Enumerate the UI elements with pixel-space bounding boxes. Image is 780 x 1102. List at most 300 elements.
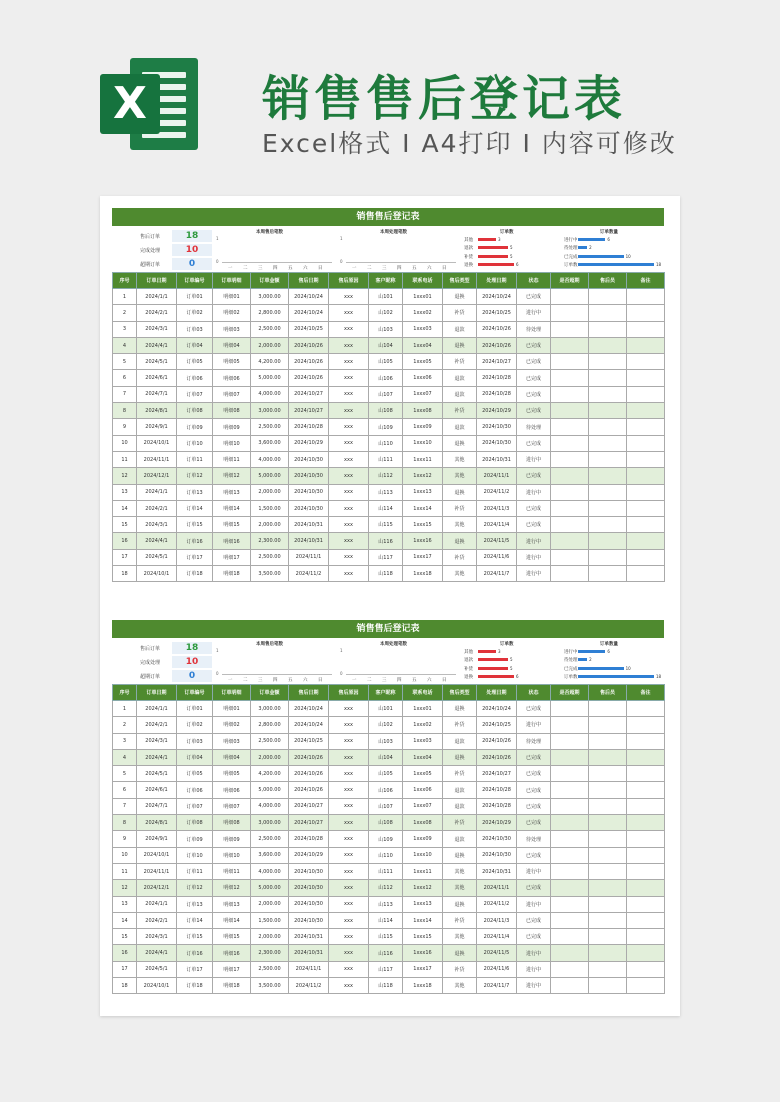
table-cell[interactable]: 已完成 bbox=[517, 798, 551, 814]
table-cell[interactable]: 1xxx04 bbox=[403, 749, 443, 765]
table-cell[interactable]: 2024/10/24 bbox=[289, 701, 329, 717]
table-cell[interactable]: 2024/10/27 bbox=[289, 815, 329, 831]
table-cell[interactable] bbox=[589, 468, 627, 484]
table-cell[interactable]: 8 bbox=[113, 403, 137, 419]
table-cell[interactable] bbox=[551, 289, 589, 305]
table-cell[interactable] bbox=[627, 929, 665, 945]
table-cell[interactable]: 明细02 bbox=[213, 717, 251, 733]
table-cell[interactable]: 2024/10/25 bbox=[289, 321, 329, 337]
table-cell[interactable]: 16 bbox=[113, 945, 137, 961]
table-cell[interactable]: 订单02 bbox=[177, 305, 213, 321]
table-cell[interactable]: xxx bbox=[329, 289, 369, 305]
table-cell[interactable]: xxx bbox=[329, 896, 369, 912]
table-cell[interactable]: 订单18 bbox=[177, 566, 213, 582]
table-cell[interactable]: 退款 bbox=[443, 419, 477, 435]
table-cell[interactable]: 2024/10/26 bbox=[289, 782, 329, 798]
table-cell[interactable]: 山107 bbox=[369, 798, 403, 814]
table-cell[interactable]: 订单01 bbox=[177, 289, 213, 305]
table-cell[interactable] bbox=[551, 749, 589, 765]
table-cell[interactable]: 1xxx06 bbox=[403, 782, 443, 798]
table-cell[interactable]: 2024/10/1 bbox=[137, 847, 177, 863]
table-cell[interactable]: 2024/11/4 bbox=[477, 929, 517, 945]
table-cell[interactable]: 明细12 bbox=[213, 880, 251, 896]
table-cell[interactable]: 订单03 bbox=[177, 321, 213, 337]
table-cell[interactable]: xxx bbox=[329, 337, 369, 353]
table-cell[interactable] bbox=[551, 912, 589, 928]
table-cell[interactable]: xxx bbox=[329, 847, 369, 863]
table-cell[interactable]: 2024/10/30 bbox=[289, 863, 329, 879]
table-cell[interactable]: 山113 bbox=[369, 484, 403, 500]
table-cell[interactable]: 已完成 bbox=[517, 912, 551, 928]
table-cell[interactable]: 3,500.00 bbox=[251, 978, 289, 994]
table-cell[interactable]: 已完成 bbox=[517, 701, 551, 717]
table-cell[interactable]: 已完成 bbox=[517, 354, 551, 370]
table-cell[interactable] bbox=[589, 289, 627, 305]
table-cell[interactable]: 山115 bbox=[369, 929, 403, 945]
table-cell[interactable]: 4,000.00 bbox=[251, 798, 289, 814]
table-cell[interactable]: 山104 bbox=[369, 337, 403, 353]
table-cell[interactable]: 山116 bbox=[369, 533, 403, 549]
table-cell[interactable]: 订单12 bbox=[177, 468, 213, 484]
table-cell[interactable]: 山109 bbox=[369, 831, 403, 847]
table-cell[interactable] bbox=[627, 701, 665, 717]
table-cell[interactable]: 明细07 bbox=[213, 386, 251, 402]
table-cell[interactable]: 2024/11/1 bbox=[289, 961, 329, 977]
table-cell[interactable]: 4 bbox=[113, 749, 137, 765]
table-cell[interactable]: xxx bbox=[329, 500, 369, 516]
table-cell[interactable] bbox=[551, 337, 589, 353]
table-cell[interactable] bbox=[551, 945, 589, 961]
table-cell[interactable]: 2024/10/27 bbox=[289, 403, 329, 419]
table-cell[interactable]: 山114 bbox=[369, 500, 403, 516]
table-cell[interactable]: 已完成 bbox=[517, 766, 551, 782]
table-cell[interactable]: xxx bbox=[329, 305, 369, 321]
table-cell[interactable]: 退款 bbox=[443, 798, 477, 814]
table-cell[interactable]: 明细18 bbox=[213, 978, 251, 994]
table-cell[interactable]: 2,800.00 bbox=[251, 717, 289, 733]
table-cell[interactable]: 2024/1/1 bbox=[137, 484, 177, 500]
table-cell[interactable]: 明细13 bbox=[213, 896, 251, 912]
table-cell[interactable] bbox=[551, 468, 589, 484]
table-cell[interactable]: 2,000.00 bbox=[251, 484, 289, 500]
table-cell[interactable] bbox=[627, 484, 665, 500]
table-cell[interactable]: 2024/10/28 bbox=[477, 370, 517, 386]
table-cell[interactable]: 2024/11/1 bbox=[477, 468, 517, 484]
table-cell[interactable]: 18 bbox=[113, 566, 137, 582]
table-cell[interactable]: 待处理 bbox=[517, 831, 551, 847]
table-cell[interactable]: 2024/10/28 bbox=[477, 386, 517, 402]
table-cell[interactable] bbox=[627, 831, 665, 847]
table-cell[interactable]: 山115 bbox=[369, 517, 403, 533]
table-cell[interactable] bbox=[589, 451, 627, 467]
table-cell[interactable]: 订单14 bbox=[177, 912, 213, 928]
table-cell[interactable]: 3 bbox=[113, 321, 137, 337]
table-cell[interactable] bbox=[589, 766, 627, 782]
table-cell[interactable]: 明细01 bbox=[213, 289, 251, 305]
table-cell[interactable]: 2,500.00 bbox=[251, 549, 289, 565]
table-cell[interactable]: xxx bbox=[329, 435, 369, 451]
table-cell[interactable]: xxx bbox=[329, 354, 369, 370]
table-cell[interactable] bbox=[627, 533, 665, 549]
table-cell[interactable]: 2024/10/30 bbox=[289, 500, 329, 516]
table-cell[interactable]: 5,000.00 bbox=[251, 880, 289, 896]
table-cell[interactable]: 明细11 bbox=[213, 863, 251, 879]
table-cell[interactable]: 2024/10/26 bbox=[477, 749, 517, 765]
table-cell[interactable]: 2024/11/2 bbox=[289, 566, 329, 582]
table-cell[interactable]: 待处理 bbox=[517, 321, 551, 337]
table-cell[interactable]: xxx bbox=[329, 403, 369, 419]
table-cell[interactable]: 2024/10/26 bbox=[477, 733, 517, 749]
table-cell[interactable]: 2024/10/26 bbox=[289, 370, 329, 386]
table-cell[interactable] bbox=[627, 289, 665, 305]
table-cell[interactable]: 3,000.00 bbox=[251, 403, 289, 419]
table-cell[interactable]: 10 bbox=[113, 435, 137, 451]
table-cell[interactable] bbox=[627, 945, 665, 961]
table-cell[interactable] bbox=[551, 782, 589, 798]
table-cell[interactable] bbox=[627, 566, 665, 582]
table-cell[interactable] bbox=[551, 766, 589, 782]
table-cell[interactable]: 山108 bbox=[369, 815, 403, 831]
table-cell[interactable]: 1xxx05 bbox=[403, 766, 443, 782]
table-cell[interactable]: 14 bbox=[113, 912, 137, 928]
table-cell[interactable] bbox=[627, 961, 665, 977]
table-cell[interactable]: 2024/10/30 bbox=[477, 831, 517, 847]
table-cell[interactable] bbox=[551, 321, 589, 337]
table-cell[interactable] bbox=[627, 403, 665, 419]
table-cell[interactable] bbox=[551, 386, 589, 402]
table-cell[interactable]: 已完成 bbox=[517, 468, 551, 484]
table-cell[interactable]: 1xxx16 bbox=[403, 945, 443, 961]
table-cell[interactable]: 订单05 bbox=[177, 354, 213, 370]
table-cell[interactable]: 进行中 bbox=[517, 978, 551, 994]
table-cell[interactable]: xxx bbox=[329, 766, 369, 782]
table-cell[interactable]: 5,000.00 bbox=[251, 782, 289, 798]
table-cell[interactable]: 1xxx03 bbox=[403, 733, 443, 749]
table-cell[interactable]: 山103 bbox=[369, 321, 403, 337]
table-cell[interactable]: 退换 bbox=[443, 847, 477, 863]
table-cell[interactable]: 明细16 bbox=[213, 533, 251, 549]
table-cell[interactable]: 2024/4/1 bbox=[137, 337, 177, 353]
table-cell[interactable]: 2024/9/1 bbox=[137, 419, 177, 435]
table-cell[interactable]: 补货 bbox=[443, 549, 477, 565]
table-cell[interactable]: 1xxx02 bbox=[403, 305, 443, 321]
table-cell[interactable] bbox=[551, 419, 589, 435]
table-cell[interactable]: 2 bbox=[113, 717, 137, 733]
table-cell[interactable]: 2024/9/1 bbox=[137, 831, 177, 847]
table-cell[interactable]: 订单08 bbox=[177, 403, 213, 419]
table-cell[interactable]: 6 bbox=[113, 782, 137, 798]
table-cell[interactable]: 补货 bbox=[443, 961, 477, 977]
table-cell[interactable]: xxx bbox=[329, 370, 369, 386]
table-cell[interactable] bbox=[551, 815, 589, 831]
table-cell[interactable]: 2,800.00 bbox=[251, 305, 289, 321]
table-cell[interactable] bbox=[627, 321, 665, 337]
table-cell[interactable] bbox=[551, 484, 589, 500]
table-cell[interactable]: 明细10 bbox=[213, 435, 251, 451]
table-cell[interactable]: 已完成 bbox=[517, 749, 551, 765]
table-cell[interactable] bbox=[589, 831, 627, 847]
table-cell[interactable]: 2024/11/7 bbox=[477, 566, 517, 582]
table-cell[interactable]: 2024/10/30 bbox=[289, 451, 329, 467]
table-cell[interactable]: 明细11 bbox=[213, 451, 251, 467]
table-cell[interactable] bbox=[627, 337, 665, 353]
table-cell[interactable]: 订单14 bbox=[177, 500, 213, 516]
table-cell[interactable]: 补货 bbox=[443, 500, 477, 516]
table-cell[interactable]: 2,500.00 bbox=[251, 419, 289, 435]
table-cell[interactable]: 1xxx01 bbox=[403, 289, 443, 305]
table-cell[interactable]: 2024/10/28 bbox=[477, 782, 517, 798]
table-cell[interactable]: 进行中 bbox=[517, 961, 551, 977]
table-cell[interactable]: 明细17 bbox=[213, 549, 251, 565]
table-cell[interactable]: 2024/10/1 bbox=[137, 435, 177, 451]
table-cell[interactable]: 2024/8/1 bbox=[137, 815, 177, 831]
table-cell[interactable]: 明细13 bbox=[213, 484, 251, 500]
table-cell[interactable]: 3,000.00 bbox=[251, 289, 289, 305]
table-cell[interactable] bbox=[551, 880, 589, 896]
table-cell[interactable]: 明细14 bbox=[213, 500, 251, 516]
table-cell[interactable] bbox=[627, 717, 665, 733]
table-cell[interactable]: 4,200.00 bbox=[251, 354, 289, 370]
table-cell[interactable] bbox=[589, 701, 627, 717]
table-cell[interactable]: 2024/11/2 bbox=[477, 484, 517, 500]
table-cell[interactable]: xxx bbox=[329, 733, 369, 749]
table-cell[interactable] bbox=[589, 847, 627, 863]
table-cell[interactable]: 山117 bbox=[369, 961, 403, 977]
table-cell[interactable]: 订单13 bbox=[177, 484, 213, 500]
table-cell[interactable]: 山105 bbox=[369, 354, 403, 370]
table-cell[interactable]: 订单07 bbox=[177, 386, 213, 402]
table-cell[interactable]: 退换 bbox=[443, 337, 477, 353]
table-cell[interactable]: 其他 bbox=[443, 880, 477, 896]
table-cell[interactable]: 4,000.00 bbox=[251, 386, 289, 402]
table-cell[interactable]: 订单08 bbox=[177, 815, 213, 831]
table-cell[interactable]: 1xxx10 bbox=[403, 435, 443, 451]
table-cell[interactable] bbox=[551, 831, 589, 847]
table-cell[interactable]: 退换 bbox=[443, 289, 477, 305]
table-cell[interactable]: 补货 bbox=[443, 815, 477, 831]
table-cell[interactable]: xxx bbox=[329, 863, 369, 879]
table-cell[interactable]: 山112 bbox=[369, 880, 403, 896]
table-cell[interactable]: 明细16 bbox=[213, 945, 251, 961]
table-cell[interactable]: 3,000.00 bbox=[251, 815, 289, 831]
table-cell[interactable] bbox=[627, 798, 665, 814]
table-cell[interactable]: 1xxx09 bbox=[403, 831, 443, 847]
table-cell[interactable]: 明细08 bbox=[213, 403, 251, 419]
table-cell[interactable]: 订单16 bbox=[177, 945, 213, 961]
table-cell[interactable]: xxx bbox=[329, 831, 369, 847]
table-cell[interactable]: 1xxx11 bbox=[403, 451, 443, 467]
table-cell[interactable]: 2024/10/31 bbox=[289, 517, 329, 533]
table-cell[interactable]: 2024/11/1 bbox=[289, 549, 329, 565]
table-cell[interactable]: 1xxx18 bbox=[403, 978, 443, 994]
table-cell[interactable] bbox=[589, 500, 627, 516]
table-cell[interactable]: 退换 bbox=[443, 533, 477, 549]
table-cell[interactable]: 2024/10/30 bbox=[289, 484, 329, 500]
table-cell[interactable]: 已完成 bbox=[517, 782, 551, 798]
table-cell[interactable]: 2024/10/31 bbox=[477, 451, 517, 467]
table-cell[interactable]: 明细01 bbox=[213, 701, 251, 717]
table-cell[interactable] bbox=[589, 945, 627, 961]
table-cell[interactable]: 已完成 bbox=[517, 289, 551, 305]
table-cell[interactable]: 山113 bbox=[369, 896, 403, 912]
table-cell[interactable]: 2024/11/6 bbox=[477, 961, 517, 977]
table-cell[interactable]: 订单11 bbox=[177, 863, 213, 879]
table-cell[interactable]: 山110 bbox=[369, 847, 403, 863]
table-cell[interactable]: xxx bbox=[329, 533, 369, 549]
table-cell[interactable]: 2,300.00 bbox=[251, 533, 289, 549]
table-cell[interactable]: 进行中 bbox=[517, 451, 551, 467]
table-cell[interactable]: 2024/7/1 bbox=[137, 386, 177, 402]
table-cell[interactable]: 1xxx09 bbox=[403, 419, 443, 435]
table-cell[interactable]: 进行中 bbox=[517, 549, 551, 565]
table-cell[interactable]: 1 bbox=[113, 289, 137, 305]
table-cell[interactable]: 订单04 bbox=[177, 749, 213, 765]
table-cell[interactable]: 已完成 bbox=[517, 337, 551, 353]
table-cell[interactable]: 退换 bbox=[443, 701, 477, 717]
table-cell[interactable]: 退换 bbox=[443, 896, 477, 912]
table-cell[interactable] bbox=[551, 701, 589, 717]
table-cell[interactable]: 2,000.00 bbox=[251, 517, 289, 533]
table-cell[interactable]: 5,000.00 bbox=[251, 370, 289, 386]
table-cell[interactable]: 2,500.00 bbox=[251, 733, 289, 749]
table-cell[interactable]: 明细09 bbox=[213, 831, 251, 847]
table-cell[interactable]: 5 bbox=[113, 766, 137, 782]
table-cell[interactable]: 2,500.00 bbox=[251, 961, 289, 977]
table-cell[interactable]: 已完成 bbox=[517, 517, 551, 533]
table-cell[interactable]: 2024/10/25 bbox=[477, 717, 517, 733]
table-cell[interactable]: 8 bbox=[113, 815, 137, 831]
table-cell[interactable]: 订单12 bbox=[177, 880, 213, 896]
table-cell[interactable]: 山111 bbox=[369, 451, 403, 467]
table-cell[interactable]: 补货 bbox=[443, 717, 477, 733]
table-cell[interactable]: xxx bbox=[329, 749, 369, 765]
table-cell[interactable] bbox=[589, 370, 627, 386]
table-cell[interactable]: 订单01 bbox=[177, 701, 213, 717]
table-cell[interactable]: 2024/10/29 bbox=[477, 815, 517, 831]
table-cell[interactable] bbox=[551, 370, 589, 386]
table-cell[interactable]: 2,500.00 bbox=[251, 831, 289, 847]
table-cell[interactable]: 订单11 bbox=[177, 451, 213, 467]
table-cell[interactable]: 订单05 bbox=[177, 766, 213, 782]
table-cell[interactable] bbox=[589, 782, 627, 798]
table-cell[interactable] bbox=[627, 766, 665, 782]
table-cell[interactable]: 订单10 bbox=[177, 435, 213, 451]
table-cell[interactable]: 2024/11/4 bbox=[477, 517, 517, 533]
table-cell[interactable]: 2024/10/28 bbox=[289, 419, 329, 435]
table-cell[interactable] bbox=[627, 305, 665, 321]
table-cell[interactable]: 2024/10/29 bbox=[477, 403, 517, 419]
table-cell[interactable] bbox=[627, 419, 665, 435]
table-cell[interactable]: 16 bbox=[113, 533, 137, 549]
table-cell[interactable] bbox=[551, 798, 589, 814]
table-cell[interactable]: 9 bbox=[113, 419, 137, 435]
table-cell[interactable]: 2024/10/29 bbox=[289, 847, 329, 863]
table-cell[interactable]: 订单15 bbox=[177, 929, 213, 945]
table-cell[interactable] bbox=[589, 419, 627, 435]
table-cell[interactable]: 1xxx16 bbox=[403, 533, 443, 549]
table-cell[interactable] bbox=[627, 912, 665, 928]
table-cell[interactable]: 其他 bbox=[443, 929, 477, 945]
table-cell[interactable]: 1 bbox=[113, 701, 137, 717]
table-cell[interactable]: 2024/10/30 bbox=[289, 468, 329, 484]
table-cell[interactable]: 18 bbox=[113, 978, 137, 994]
table-cell[interactable] bbox=[627, 517, 665, 533]
table-cell[interactable]: xxx bbox=[329, 961, 369, 977]
table-cell[interactable] bbox=[627, 733, 665, 749]
table-cell[interactable]: 明细17 bbox=[213, 961, 251, 977]
table-cell[interactable]: 1xxx03 bbox=[403, 321, 443, 337]
table-cell[interactable]: 2024/1/1 bbox=[137, 701, 177, 717]
table-cell[interactable]: 其他 bbox=[443, 863, 477, 879]
table-cell[interactable]: 1xxx06 bbox=[403, 370, 443, 386]
table-cell[interactable]: 1xxx13 bbox=[403, 484, 443, 500]
table-cell[interactable]: 2024/10/26 bbox=[477, 321, 517, 337]
table-cell[interactable]: 2024/2/1 bbox=[137, 305, 177, 321]
table-cell[interactable]: 退款 bbox=[443, 370, 477, 386]
table-cell[interactable]: xxx bbox=[329, 468, 369, 484]
table-cell[interactable]: 山106 bbox=[369, 370, 403, 386]
table-cell[interactable]: xxx bbox=[329, 717, 369, 733]
table-cell[interactable] bbox=[551, 435, 589, 451]
table-cell[interactable]: 13 bbox=[113, 484, 137, 500]
table-cell[interactable]: 2024/4/1 bbox=[137, 749, 177, 765]
table-cell[interactable]: 2024/5/1 bbox=[137, 549, 177, 565]
table-cell[interactable]: 1,500.00 bbox=[251, 500, 289, 516]
table-cell[interactable] bbox=[589, 912, 627, 928]
table-cell[interactable] bbox=[627, 749, 665, 765]
table-cell[interactable] bbox=[627, 815, 665, 831]
table-cell[interactable]: xxx bbox=[329, 517, 369, 533]
table-cell[interactable]: 退款 bbox=[443, 386, 477, 402]
table-cell[interactable]: 明细02 bbox=[213, 305, 251, 321]
table-cell[interactable]: 山106 bbox=[369, 782, 403, 798]
table-cell[interactable]: 2024/11/5 bbox=[477, 533, 517, 549]
table-cell[interactable] bbox=[627, 978, 665, 994]
table-cell[interactable]: 山116 bbox=[369, 945, 403, 961]
table-cell[interactable]: 其他 bbox=[443, 468, 477, 484]
table-cell[interactable]: 2,000.00 bbox=[251, 929, 289, 945]
table-cell[interactable]: 2024/3/1 bbox=[137, 517, 177, 533]
table-cell[interactable]: 1xxx13 bbox=[403, 896, 443, 912]
table-cell[interactable] bbox=[589, 337, 627, 353]
table-cell[interactable]: 明细06 bbox=[213, 782, 251, 798]
table-cell[interactable]: 1xxx17 bbox=[403, 961, 443, 977]
table-cell[interactable]: 2024/3/1 bbox=[137, 321, 177, 337]
table-cell[interactable]: 2024/11/1 bbox=[137, 863, 177, 879]
table-cell[interactable]: 补货 bbox=[443, 912, 477, 928]
table-cell[interactable]: 2024/10/30 bbox=[477, 419, 517, 435]
table-cell[interactable]: 山110 bbox=[369, 435, 403, 451]
table-cell[interactable] bbox=[589, 354, 627, 370]
table-cell[interactable] bbox=[589, 566, 627, 582]
table-cell[interactable] bbox=[551, 451, 589, 467]
table-cell[interactable]: 明细15 bbox=[213, 517, 251, 533]
table-cell[interactable]: 山118 bbox=[369, 978, 403, 994]
table-cell[interactable]: 2024/10/28 bbox=[477, 798, 517, 814]
table-cell[interactable]: 2,300.00 bbox=[251, 945, 289, 961]
table-cell[interactable]: 5,000.00 bbox=[251, 468, 289, 484]
table-cell[interactable]: 订单10 bbox=[177, 847, 213, 863]
table-cell[interactable]: 已完成 bbox=[517, 386, 551, 402]
table-cell[interactable]: 2024/10/27 bbox=[289, 386, 329, 402]
table-cell[interactable]: 2024/10/26 bbox=[289, 766, 329, 782]
table-cell[interactable]: 1xxx18 bbox=[403, 566, 443, 582]
table-cell[interactable]: 2024/10/27 bbox=[477, 766, 517, 782]
table-cell[interactable]: 已完成 bbox=[517, 880, 551, 896]
table-cell[interactable]: 9 bbox=[113, 831, 137, 847]
table-cell[interactable]: 5 bbox=[113, 354, 137, 370]
table-cell[interactable]: 3 bbox=[113, 733, 137, 749]
